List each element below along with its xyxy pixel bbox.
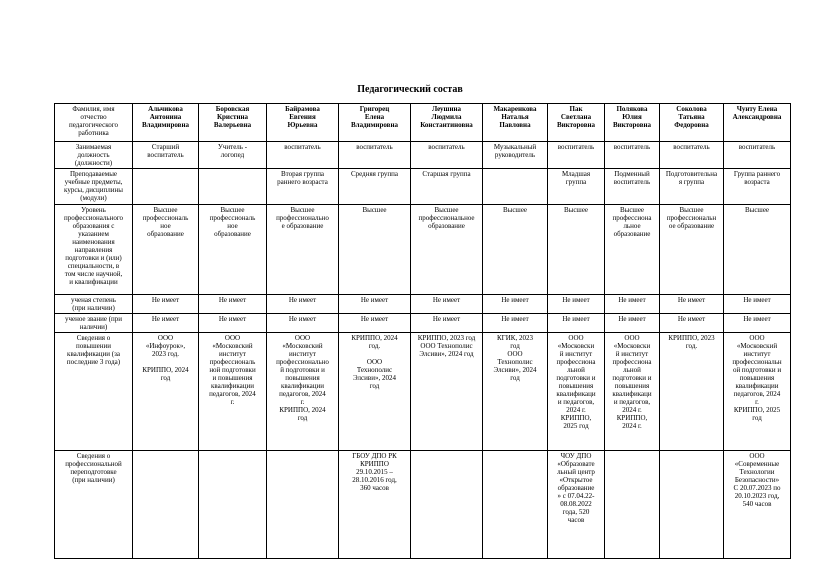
position-row: [55, 142, 791, 169]
table-cell: ООО «Московский институт профессионально й подготовки и повышения квалификации педагогов, 2024 г. КРИППО, 2024 год: [267, 333, 339, 451]
table-cell: воспитатель: [660, 142, 724, 169]
table-cell: КРИППО, 2023 год ООО Технополис Элсиви», 2024 год: [411, 333, 483, 451]
table-cell: Не имеет: [411, 314, 483, 333]
row-label: ученая степень (при наличии): [55, 295, 133, 314]
table-cell: Средняя группа: [339, 169, 411, 205]
header-label-cell: Фамилия, имя отчество педагогического работника: [55, 104, 133, 142]
table-cell: Не имеет: [483, 295, 548, 314]
title-row: [55, 314, 791, 333]
staff-name-cell: Чунту Елена Александровна: [724, 104, 791, 142]
table-cell: воспитатель: [267, 142, 339, 169]
table-cell: ООО «Московский институт профессиональн ой подготовки и повышения квалификации педагогов, 2024 г. КРИППО, 2025 год: [724, 333, 791, 451]
table-cell: Музыкальный руководитель: [483, 142, 548, 169]
table-cell: Подменный воспитатель: [605, 169, 660, 205]
table-cell: КРИППО, 2023 год.: [660, 333, 724, 451]
staff-name-cell: Альчикова Антонина Владимировна: [133, 104, 199, 142]
table-cell: КРИППО, 2024 год. ООО Технополис Элсиви», 2024 год: [339, 333, 411, 451]
table-cell: Не имеет: [660, 295, 724, 314]
row-label: Занимаемая должность (должности): [55, 142, 133, 169]
staff-name-cell: Пак Светлана Викторовна: [548, 104, 605, 142]
table-cell: [199, 451, 267, 559]
table-cell: Не имеет: [660, 314, 724, 333]
table-cell: ООО «Московски й институт профессиона льной подготовки и повышения квалификаци и педагогов, 2024 г. КРИППО, 2025 год: [548, 333, 605, 451]
table-cell: воспитатель: [339, 142, 411, 169]
table-cell: Подготовительна я группа: [660, 169, 724, 205]
table-cell: [199, 169, 267, 205]
table-cell: ООО «Московски й институт профессиона льной подготовки и повышения квалификаци и педагогов, 2024 г. КРИППО, 2024 г.: [605, 333, 660, 451]
table-cell: КГИК, 2023 год ООО Технополис Элсиви», 2024 год: [483, 333, 548, 451]
staff-name-cell: Полякова Юлия Викторовна: [605, 104, 660, 142]
table-cell: Не имеет: [605, 314, 660, 333]
table-cell: Высшее профессиональ ное образование: [199, 205, 267, 295]
table-cell: Учитель - логопед: [199, 142, 267, 169]
table-cell: Не имеет: [548, 314, 605, 333]
row-label: Сведения о профессиональной переподготовке (при наличии): [55, 451, 133, 559]
table-cell: воспитатель: [605, 142, 660, 169]
table-cell: Не имеет: [339, 314, 411, 333]
staff-name-cell: Григорец Елена Владимировна: [339, 104, 411, 142]
table-cell: [483, 169, 548, 205]
table-cell: Высшее: [339, 205, 411, 295]
table-cell: [267, 451, 339, 559]
table-cell: [133, 169, 199, 205]
table-cell: ГБОУ ДПО РК КРИППО 29.10.2015 – 28.10.2016 год, 360 часов: [339, 451, 411, 559]
table-cell: Не имеет: [133, 314, 199, 333]
table-cell: воспитатель: [411, 142, 483, 169]
table-cell: Высшее: [724, 205, 791, 295]
table-cell: воспитатель: [548, 142, 605, 169]
table-cell: Не имеет: [548, 295, 605, 314]
page-title: Педагогический состав: [357, 84, 463, 95]
table-cell: [411, 451, 483, 559]
table-cell: Высшее профессиональное образование: [411, 205, 483, 295]
staff-name-cell: Байрамова Евгения Юрьевна: [267, 104, 339, 142]
table-cell: Старшая группа: [411, 169, 483, 205]
staff-name-cell: Макаренкова Наталья Павловна: [483, 104, 548, 142]
table-cell: Не имеет: [724, 314, 791, 333]
row-label: Уровень профессионального образования с указанием наименования направления подготовки и (или) специальности, в том числе научной, и квалификации: [55, 205, 133, 295]
table-cell: Не имеет: [267, 295, 339, 314]
row-label: ученое звание (при наличии): [55, 314, 133, 333]
staff-table: [54, 103, 791, 559]
table-cell: Вторая группа раннего возраста: [267, 169, 339, 205]
table-cell: Не имеет: [605, 295, 660, 314]
table-cell: Не имеет: [267, 314, 339, 333]
table-cell: Высшее: [548, 205, 605, 295]
table-cell: Высшее профессионально е образование: [267, 205, 339, 295]
staff-name-cell: Леушина Людмила Константиновна: [411, 104, 483, 142]
qualification-row: [55, 333, 791, 451]
table-cell: ЧОУ ДПО «Образовате льный центр «Открытое образование » с 07.04.22- 08.08.2022 года, 520 часов: [548, 451, 605, 559]
table-cell: ООО «Современные Технологии Безопасности» С 20.07.2023 по 20.10.2023 год, 540 часов: [724, 451, 791, 559]
table-cell: [133, 451, 199, 559]
table-cell: [660, 451, 724, 559]
subjects-row: [55, 169, 791, 205]
table-cell: Не имеет: [199, 295, 267, 314]
education-row: [55, 205, 791, 295]
staff-name-cell: Боровская Кристина Валерьевна: [199, 104, 267, 142]
table-cell: Не имеет: [724, 295, 791, 314]
table-cell: Высшее профессиональн ое образование: [660, 205, 724, 295]
row-label: Сведения о повышении квалификации (за последние 3 года): [55, 333, 133, 451]
table-cell: Не имеет: [483, 314, 548, 333]
table-cell: Высшее профессиональ ное образование: [133, 205, 199, 295]
header-row: [55, 104, 791, 142]
row-label: Преподаваемые учебные предметы, курсы, дисциплины (модули): [55, 169, 133, 205]
table-cell: Не имеет: [339, 295, 411, 314]
table-cell: Не имеет: [199, 314, 267, 333]
table-cell: Старший воспитатель: [133, 142, 199, 169]
table-cell: Младшая группа: [548, 169, 605, 205]
table-cell: [605, 451, 660, 559]
retraining-row: [55, 451, 791, 559]
table-cell: ООО «Инфоурок», 2023 год. КРИППО, 2024 год: [133, 333, 199, 451]
table-cell: Высшее профессиона льное образование: [605, 205, 660, 295]
table-cell: Не имеет: [411, 295, 483, 314]
table-cell: Группа раннего возраста: [724, 169, 791, 205]
degree-row: [55, 295, 791, 314]
staff-name-cell: Соколова Татьяна Федоровна: [660, 104, 724, 142]
table-cell: Не имеет: [133, 295, 199, 314]
table-cell: [483, 451, 548, 559]
table-cell: ООО «Московский институт профессиональ ной подготовки и повышения квалификации педагогов, 2024 г.: [199, 333, 267, 451]
table-cell: Высшее: [483, 205, 548, 295]
table-cell: воспитатель: [724, 142, 791, 169]
